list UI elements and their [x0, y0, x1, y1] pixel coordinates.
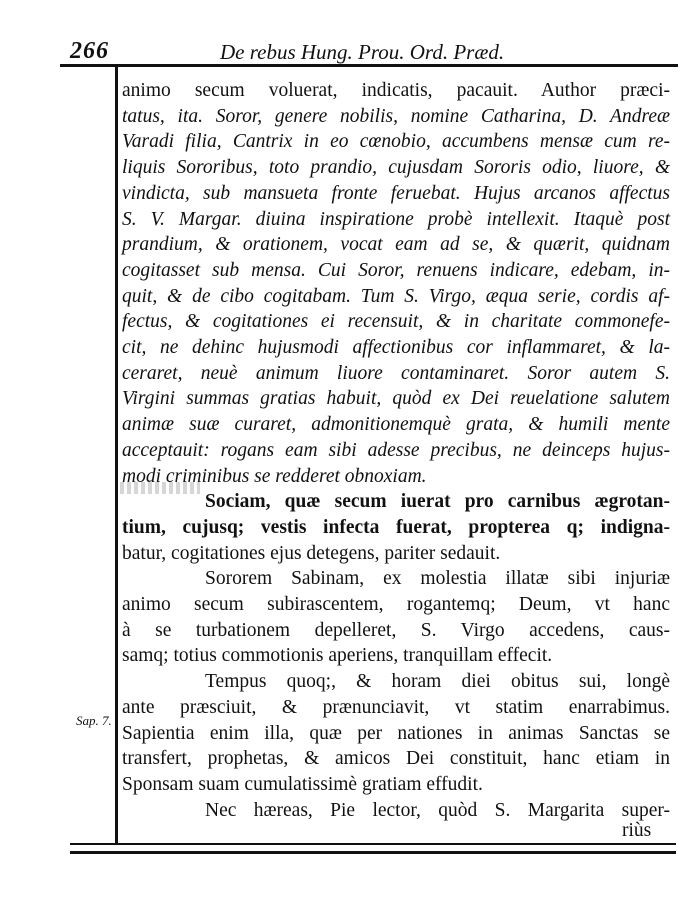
- text-line: modi criminibus se redderet obnoxiam.: [122, 465, 427, 487]
- catchword: riùs: [622, 820, 652, 841]
- text-line: animæ suæ curaret, admonitionemquè grata, & humili mente: [122, 414, 670, 436]
- header-rule: [60, 64, 678, 67]
- text-line: Nec hæreas, Pie lector, quòd S. Margarita super-: [205, 799, 670, 821]
- text-line: Sponsam suam cumulatissimè gratiam effudit.: [122, 773, 483, 795]
- text-line: ceraret, neuè animum liuore contaminaret. Soror autem S.: [122, 362, 670, 384]
- text-line: prandium, & orationem, vocat eam ad se, & quærit, quidnam: [122, 234, 670, 256]
- text-line: ante præsciuit, & prænunciavit, vt statim enarrabimus.: [122, 696, 670, 718]
- text-line: à se turbationem depelleret, S. Virgo accedens, caus-: [122, 619, 670, 641]
- text-line: Sociam, quæ secum iuerat pro carnibus ægrotan-: [205, 491, 670, 513]
- text-line: Tempus quoq;, & horam diei obitus sui, longè: [205, 671, 670, 693]
- text-line: liquis Sororibus, toto prandio, cujusdam Sororis odio, liuore, &: [122, 157, 670, 179]
- margin-note: Sap. 7.: [76, 713, 112, 728]
- text-line: batur, cogitationes ejus detegens, pariter sedauit.: [122, 542, 501, 564]
- footer-rule-thick: [70, 851, 676, 854]
- text-line: Virgini summas gratias habuit, quòd ex Dei reuelatione salutem: [122, 388, 670, 410]
- text-line: quit, & de cibo cogitabam. Tum S. Virgo, æqua serie, cordis af-: [122, 285, 670, 307]
- text-line: transfert, prophetas, & amicos Dei constituit, hanc etiam in: [122, 748, 670, 770]
- page-number: 266: [70, 38, 109, 64]
- text-line: animo secum voluerat, indicatis, pacauit. Author præci-: [122, 80, 670, 101]
- text-line: acceptauit: rogans eam sibi adesse precibus, ne deinceps hujus-: [122, 439, 670, 461]
- running-header: [62, 36, 678, 66]
- text-line: S. V. Margar. diuina inspiratione probè intellexit. Itaquè post: [122, 208, 670, 230]
- text-line: Sapientia enim illa, quæ per nationes in animas Sanctas se: [122, 722, 670, 744]
- text-line: cit, ne dehinc hujusmodi affectionibus cor inflammaret, & la-: [122, 337, 670, 358]
- text-line: cogitasset sub mensa. Cui Soror, renuens indicare, edebam, in-: [122, 259, 670, 281]
- running-title: De rebus Hung. Prou. Ord. Præd.: [220, 40, 505, 64]
- margin-rule: [115, 66, 118, 843]
- text-line: Varadi filia, Cantrix in eo cœnobio, accumbens mensæ cum re-: [122, 131, 670, 153]
- text-line: vindicta, sub mansueta fronte feruebat. Hujus arcanos affectus: [122, 182, 670, 204]
- text-line: samq; totius commotionis aperiens, tranquillam effecit.: [122, 645, 553, 667]
- text-line: animo secum subirascentem, rogantemq; Deum, vt hanc: [122, 594, 670, 615]
- text-line: Sororem Sabinam, ex molestia illatæ sibi injuriæ: [205, 568, 670, 590]
- text-line: tium, cujusq; vestis infecta fuerat, propterea q; indigna-: [122, 516, 670, 538]
- text-line: tatus, ita. Soror, genere nobilis, nomine Catharina, D. Andreæ: [122, 105, 670, 127]
- footer-rule-thin: [70, 843, 676, 845]
- text-line: fectus, & cogitationes ei recensuit, & in charitate commonefe-: [122, 311, 670, 333]
